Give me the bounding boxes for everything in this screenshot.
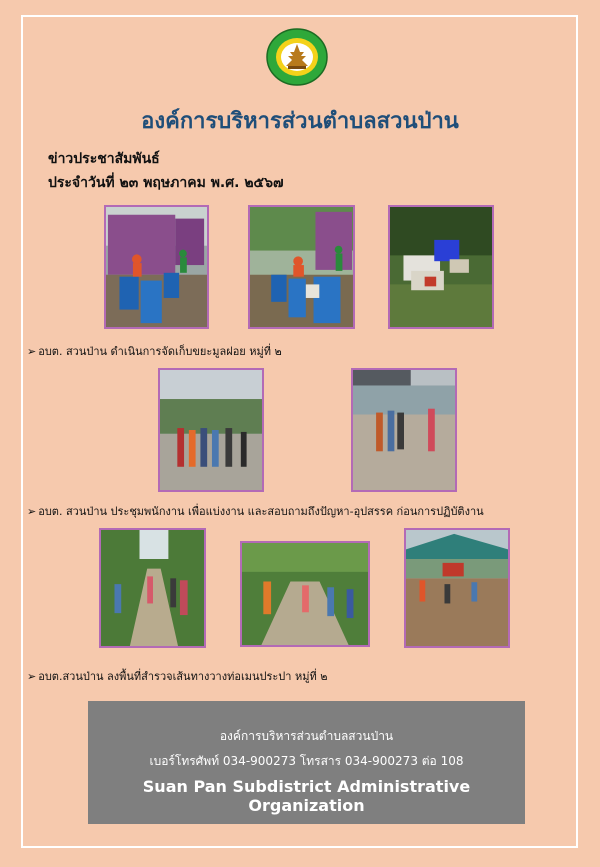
garbage-collection-photo-3 xyxy=(388,205,494,329)
garbage-collection-photo-2 xyxy=(248,205,355,329)
organization-seal-icon xyxy=(266,28,328,86)
section-1-caption: ➢ อบต. สวนป่าน ดำเนินการจัดเก็บขยะมูลฝอย หมู่ที่ ๒ xyxy=(27,345,282,358)
staff-meeting-photo-1 xyxy=(158,368,264,492)
contact-footer xyxy=(88,701,525,824)
footer-phone-fax: เบอร์โทรศัพท์ 034-900273 โทรสาร 034-900273 ต่อ 108 xyxy=(149,754,464,768)
date-line: ประจำวันที่ ๒๓ พฤษภาคม พ.ศ. ๒๕๖๗ xyxy=(48,175,284,191)
pipe-survey-photo-3 xyxy=(404,528,510,648)
arrow-bullet-icon: ➢ xyxy=(27,345,37,358)
page-title: องค์การบริหารส่วนตำบลสวนป่าน xyxy=(141,109,459,134)
arrow-bullet-icon: ➢ xyxy=(27,670,37,683)
garbage-collection-photo-1 xyxy=(104,205,209,329)
footer-organization: องค์การบริหารส่วนตำบลสวนป่าน xyxy=(219,729,394,743)
news-label: ข่าวประชาสัมพันธ์ xyxy=(48,151,160,167)
footer-english-name: Suan Pan Subdistrict Administrative Organization xyxy=(142,777,471,815)
staff-meeting-photo-2 xyxy=(351,368,457,492)
section-2-caption: ➢ อบต. สวนป่าน ประชุมพนักงาน เพื่อแบ่งงาน และสอบถามถึงปัญหา-อุปสรรค ก่อนการปฏิบัติงาน xyxy=(27,505,484,518)
pipe-survey-photo-1 xyxy=(99,528,206,648)
arrow-bullet-icon: ➢ xyxy=(27,505,37,518)
section-3-caption: ➢ อบต.สวนป่าน ลงพื้นที่สำรวจเส้นทางวางท่อเมนประปา หมู่ที่ ๒ xyxy=(27,670,328,683)
pipe-survey-photo-2 xyxy=(240,541,370,647)
